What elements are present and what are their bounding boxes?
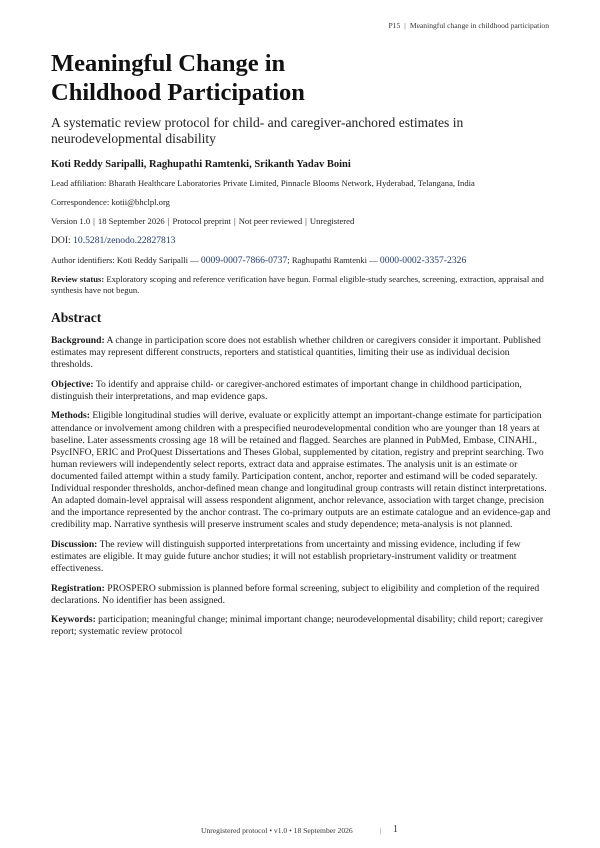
abstract-discussion-text: The review will distinguish supported interpretations from uncertainty and missing evidence, including if few estimates are eligible. It may guide future anchor studies; it will not establish proprietary-instrument validity or treatment effectiveness.: [51, 538, 521, 575]
registration-status: Unregistered: [309, 216, 355, 226]
footer-version: v1.0: [273, 826, 288, 835]
author-list: Koti Reddy Saripalli, Raghupathi Ramtenki, Srikanth Yadav Boini: [51, 159, 351, 170]
version-line: Version 1.0 | 18 September 2026 | Protocol preprint | Not peer reviewed | Unregistered: [51, 216, 355, 226]
paper-title-line-1: Meaningful Change in: [51, 50, 286, 77]
abstract-background-text: A change in participation score does not establish whether children or caregivers consider it important. Published estimates may represent different constructs, reporters and statistical quantities, limiting their use as individual decision thresholds.: [51, 335, 541, 371]
abstract-objective-text: To identify and appraise child- or caregiver-anchored estimates of important change in childhood participation, distinguish their interpretations, and map evidence gaps.: [51, 378, 522, 402]
running-head: [388, 21, 549, 30]
footer-info: Unregistered protocol • v1.0 • 18 September 2026: [201, 826, 353, 835]
peer-review-status: Not peer reviewed: [238, 216, 303, 226]
abstract-background: [51, 335, 551, 371]
running-head-page-id: P15: [388, 21, 401, 30]
running-head-title: Meaningful change in childhood participation: [409, 21, 549, 30]
abstract-keywords: [51, 614, 551, 638]
abstract-methods-label: Methods:: [51, 410, 90, 422]
orcid-link-author-2[interactable]: 0000-0002-3357-2326: [379, 255, 467, 266]
running-head-separator: |: [404, 21, 406, 30]
version-number: Version 1.0: [51, 216, 91, 226]
abstract-keywords-label: Keywords:: [51, 614, 96, 626]
doi-link[interactable]: 10.5281/zenodo.22827813: [73, 235, 176, 246]
correspondence: Correspondence: kotii@bhclpl.org: [51, 197, 170, 207]
identifiers-label: Author identifiers:: [51, 255, 115, 265]
abstract-registration-text: PROSPERO submission is planned before formal screening, subject to eligibility and completion of the required declarations. No identifier has been assigned.: [51, 582, 540, 606]
footer-divider: |: [380, 826, 382, 835]
abstract-discussion-label: Discussion:: [51, 538, 98, 550]
abstract-keywords-text: participation; meaningful change; minimal important change; neurodevelopmental disability; child report; caregiver report; systematic review protocol: [51, 614, 544, 638]
abstract-registration: [51, 583, 551, 607]
review-status: [51, 274, 551, 296]
version-type: Protocol preprint: [172, 216, 231, 226]
footer-status: Unregistered protocol: [201, 826, 268, 835]
review-status-text: Exploratory scoping and reference verification have begun. Formal eligible-study searches, screening, extraction, appraisal and synthesis have not begun.: [51, 274, 544, 295]
author-identifiers: Author identifiers: Koti Reddy Saripalli — 0009-0007-7866-0737; Raghupathi Ramtenki — 0000-0002-3357-2326: [51, 255, 467, 266]
identifier-author-1: Koti Reddy Saripalli —: [116, 255, 199, 265]
page-number: 1: [393, 824, 398, 835]
abstract-objective-label: Objective:: [51, 378, 94, 390]
version-date: 18 September 2026: [97, 216, 165, 226]
footer-date: 18 September 2026: [293, 826, 353, 835]
paper-front-matter: [51, 50, 551, 646]
affiliation: Lead affiliation: Bharath Healthcare Laboratories Private Limited, Pinnacle Blooms Network, Hyderabad, Telangana, India: [51, 178, 475, 188]
paper-title: [51, 50, 551, 107]
abstract-discussion: [51, 539, 551, 575]
doi-line: [51, 235, 551, 247]
paper-subtitle: A systematic review protocol for child- and caregiver-anchored estimates in neurodevelopmental disability: [51, 115, 464, 146]
abstract-heading: Abstract: [51, 310, 102, 325]
abstract-background-label: Background:: [51, 335, 105, 346]
identifier-author-2: Raghupathi Ramtenki —: [291, 255, 378, 265]
abstract-methods-text: Eligible longitudinal studies will derive, evaluate or explicitly attempt an important-change estimate for participation attendance or involvement among children with a prespecified neurodevelopmental condition who are younger than 18 years at baseline. Later assessments crossing age 18 will be retained and flagged. Searches are planned in PubMed, Embase, CINAHL, PsycINFO, ERIC and ProQuest Dissertations and Theses Global, supplemented by citation, registry and preprint searching. Two human reviewers will independently select reports, extract data and appraise estimates. The analysis unit is an estimate or documented failed attempt within a study family. Participation content, anchor, reporter and estimand will be coded separately. Individual responder thresholds, anchor-defined mean change and longitudinal group contrasts will retain distinct interpretations. An adapted domain-level appraisal will assess respondent alignment, anchor relevance, association with target change, precision and the importance represented by the anchor contrast. The co-primary outputs are an estimate catalogue and an evidence-gap and credibility map. Narrative synthesis will preserve instrument scales and study dependence; meta-analysis is not planned.: [51, 410, 551, 531]
orcid-link-author-1[interactable]: 0009-0007-7866-0737: [200, 255, 288, 266]
paper-title-line-2: Childhood Participation: [51, 78, 305, 106]
abstract-objective: [51, 379, 551, 403]
doi-label: DOI:: [51, 235, 71, 246]
abstract-methods: [51, 410, 551, 531]
review-status-label: Review status:: [51, 274, 105, 284]
abstract-registration-label: Registration:: [51, 582, 105, 594]
